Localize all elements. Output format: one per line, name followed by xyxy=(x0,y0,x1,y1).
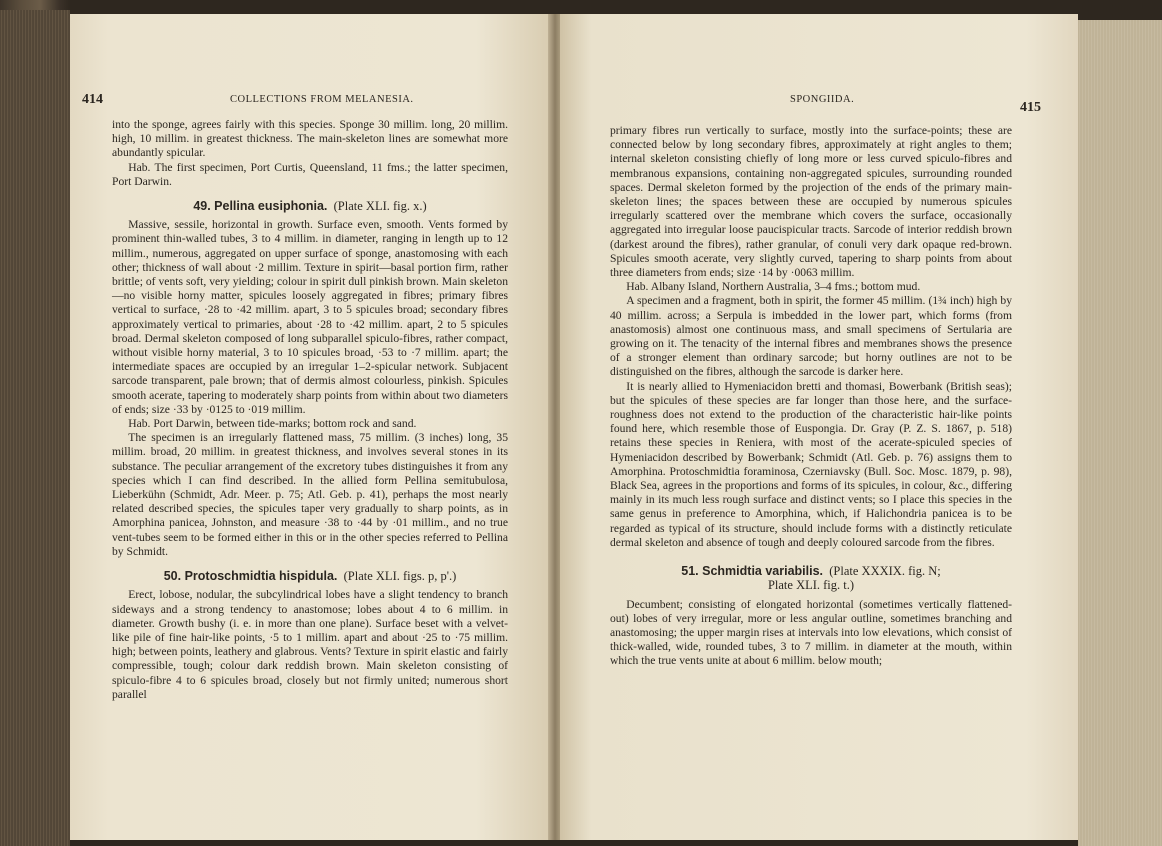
paragraph: Decumbent; consisting of elongated horizontal (sometimes vertically flattened-out) lobes of very irregular, more or less angular outline, sometimes branching and anastomosing; the upper margin rises at intervals into low elevations, which consist of thick-walled, wide, rounded tubes, 3 to 7 millim. in diameter at the mouth, within which the true vents unite at about 6 millim. below mouth; xyxy=(610,597,1012,668)
section-heading-50 xyxy=(112,569,508,583)
left-page-number: 414 xyxy=(82,92,103,107)
paragraph: primary fibres run vertically to surface, mostly into the surface-points; these are connected below by long secondary fibres, approximately at right angles to them; internal skeleton consisting chiefly of long more or less curved spiculo-fibres and membranous expansions, containing non-aggregated spicules, surrounding rounded spaces. Dermal skeleton formed by the projection of the ends of the primary main-skeleton lines; the spaces between these are occupied by numerous spicules irregularly scattered over the membrane which covers the surface, occasionally aggregated into irregular loose paucispicular tracts. Sarcode of interior reddish brown (darkest around the fibres), rather granular, of conuli very dark opaque red-brown. Spicules smooth acerate, very slightly curved, tapering to sharp points from about three diameters from ends; size ·14 by ·0063 millim. xyxy=(610,124,1012,280)
right-page xyxy=(560,14,1078,840)
right-page-edges xyxy=(1078,20,1162,846)
left-running-head: COLLECTIONS FROM MELANESIA. xyxy=(230,94,414,105)
paragraph: Hab. Port Darwin, between tide-marks; bottom rock and sand. xyxy=(128,417,417,431)
section-plate-ref-2: Plate XLI. fig. t.) xyxy=(767,578,855,593)
section-plate-ref: (Plate XLI. figs. p, p'.) xyxy=(343,569,457,584)
paragraph: Massive, sessile, horizontal in growth. Surface even, smooth. Vents formed by prominent thin-walled tubes, 3 to 4 millim. in diameter, ranging in length up to 12 millim., numerous, aggregated on upper surface of sponge, anastomosing with each other; thickness of wall about ·2 millim. Texture in spirit—basal portion firm, rather brittle; of vents soft, very yielding; colour in spirit dull pinkish brown. Main skeleton—no visible horny matter, spicules loosely aggregated in fibres; primary fibres vertical to surface, ·28 to ·42 millim. apart, 3 to 5 spicules broad; secondary fibres approximately vertical to primaries, about ·28 to ·42 millim. apart, 2 to 5 spicules broad. Dermal skeleton composed of long subparallel spiculo-fibres, rather compact, without visible horny material, 3 to 10 spicules broad, ·53 to ·7 millim. apart; the intermediate spaces are occupied by an irregular 1–2-spicular network. Subjacent sarcode transparent, pale brown; that of dermis almost colourless, pinkish. Spicules smooth acerate, tapering to moderately sharp points from within about two diameters of ends; size ·33 by ·0125 to ·019 millim. xyxy=(112,218,508,416)
section-title: 51. Schmidtia variabilis. xyxy=(681,564,824,579)
right-text-column xyxy=(610,124,1012,669)
section-title: 49. Pellina eusiphonia. xyxy=(193,199,328,214)
section-heading-49 xyxy=(112,199,508,213)
section-plate-ref: (Plate XLI. fig. x.) xyxy=(333,199,427,214)
paragraph: into the sponge, agrees fairly with this species. Sponge 30 millim. long, 20 millim. high, 10 millim. in greatest thickness. The main-skeleton lines are somewhat more abundantly spicular. xyxy=(112,118,508,160)
paragraph: A specimen and a fragment, both in spirit, the former 45 millim. (1¾ inch) high by 40 millim. across; a Serpula is imbedded in the lower part, which forms (from anastomosis) almost one continuous mass, and small specimens of Sertularia are growing on it. The tenacity of the internal fibres and membranes shows the presence of a stronger element than ordinary sarcode; but horny outlines are not to be distinguished on the fibres, although the sarcode is darker here. xyxy=(610,294,1012,379)
section-plate-ref: (Plate XXXIX. fig. N; xyxy=(829,564,941,579)
paragraph: Erect, lobose, nodular, the subcylindrical lobes have a slight tendency to branch sideways and a strong tendency to anastomose; lobes about 4 to 6 millim. in diameter. Growth bushy (i. e. in more than one plane). Surface beset with a velvet-like pile of fine hair-like points, ·5 to 1 millim. apart and about ·25 to ·75 millim. high; between points, leathery and glabrous. Vents? Texture in spirit elastic and fairly compressible, tough; colour dark reddish brown. Main skeleton consisting of spiculo-fibre 4 to 6 spicules broad, closely but not firmly united; numerous short parallel xyxy=(112,588,508,701)
paragraph: Hab. Albany Island, Northern Australia, 3–4 fms.; bottom mud. xyxy=(626,280,921,294)
left-page xyxy=(70,14,548,840)
paragraph: Hab. The first specimen, Port Curtis, Queensland, 11 fms.; the latter specimen, Port Darwin. xyxy=(112,160,508,188)
paragraph: The specimen is an irregularly flattened mass, 75 millim. (3 inches) long, 35 millim. broad, 20 millim. in greatest thickness, and involves several stones in its substance. The peculiar arrangement of the excretory tubes distinguishes it from any species which I can find described. In the allied form Pellina semitubulosa, Lieberkühn (Schmidt, Adr. Meer. p. 75; Atl. Geb. p. 41), perhaps the most nearly related described species, the spicules taper very gradually to sharp points, as in Amorphina panicea, Johnston, and measure ·38 to ·44 by ·01 millim., and no true vent-tubes seem to be formed either in this or in the other species referred to Pellina by Schmidt. xyxy=(112,431,508,558)
right-page-number: 415 xyxy=(1020,100,1041,115)
section-heading-51 xyxy=(610,564,1012,592)
section-title: 50. Protoschmidtia hispidula. xyxy=(163,569,338,584)
paragraph: It is nearly allied to Hymeniacidon bretti and thomasi, Bowerbank (British seas); but the spicules of these species are far longer than those here, and the surface-roughness does not extend to the production of the characteristic hair-like points found here, which resemble those of Euspongia. Dr. Gray (P. Z. S. 1867, p. 518) retains these species in Reniera, with most of the acerate-spiculed species of Hymeniacidon described by Bowerbank; Schmidt (Atl. Geb. p. 76) assigns them to Amorphina. Protoschmidtia foraminosa, Czerniavsky (Bull. Soc. Mosc. 1879, p. 98), Black Sea, agrees in the proportions and forms of its spicules, in colour, &c., differing mainly in its much less rough surface and distinct vents; so I place this species in the same genus in preference to Amorphina, which, if Halichondria panicea is to be regarded as typical of its structure, should include forms with a distinctly reticulate dermal skeleton and absence of tough and deeply coloured sarcode from the fibres. xyxy=(610,379,1012,549)
left-text-column xyxy=(112,118,508,702)
left-page-edges xyxy=(0,10,70,846)
right-running-head: SPONGIIDA. xyxy=(790,94,855,105)
